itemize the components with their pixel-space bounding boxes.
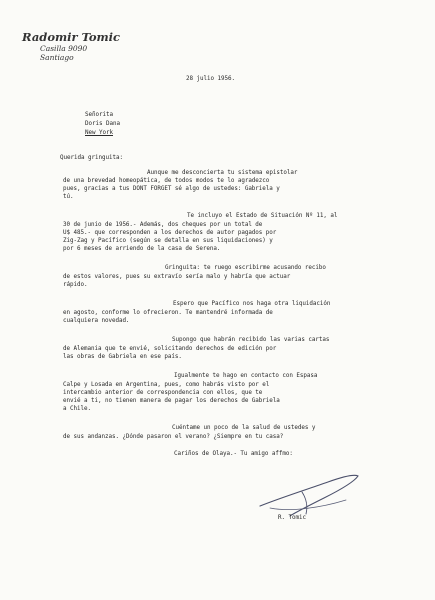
body-line: de estos valores, pues su extravío sería malo y habría que actuar	[63, 274, 291, 280]
body-line: Supongo que habrán recibido las varias cartas	[172, 337, 330, 343]
body-line: de una brevedad homeopática, de todos modos te lo agradezco	[63, 178, 270, 184]
recipient-name: Doris Dana	[85, 121, 120, 127]
body-line: 30 de junio de 1956.- Además, dos cheques por un total de	[63, 222, 263, 228]
body-line: tú.	[63, 194, 74, 200]
body-line: Te incluyo el Estado de Situación Nº 11, al	[187, 213, 338, 219]
recipient-city: New York	[85, 130, 113, 136]
letterhead	[22, 30, 120, 62]
body-line: U$ 485.- que corresponden a los derechos de autor pagados por	[63, 230, 277, 236]
body-line: cualquiera novedad.	[63, 318, 130, 324]
letter-date: 28 julio 1956.	[186, 76, 235, 82]
typed-signature-name: R. Tomic	[278, 515, 306, 521]
body-line: Cuéntame un poco de la salud de ustedes y	[172, 425, 316, 431]
body-line: de sus andanzas. ¿Dónde pasaron el verano? ¿Siempre en tu casa?	[63, 434, 284, 440]
body-line: envié a ti, no tienen manera de pagar los derechos de Gabriela	[63, 398, 280, 404]
body-line: en agosto, conforme lo ofrecieron. Te mantendré informada de	[63, 310, 273, 316]
body-line: Igualmente te hago en contacto con Espasa	[174, 373, 318, 379]
letterhead-name: Radomir Tomic	[22, 30, 121, 44]
body-line: intercambio anterior de correspondencia con ellos, que te	[63, 390, 263, 396]
body-line: de Alemania que te envié, solicitando derechos de edición por	[63, 346, 277, 352]
body-line: a Chile.	[63, 406, 91, 412]
body-line: pues, gracias a tus DONT FORGET sé algo de ustedes: Gabriela y	[63, 186, 280, 192]
body-line: rápido.	[63, 282, 88, 288]
body-line: Calpe y Losada en Argentina, pues, como habrás visto por el	[63, 382, 270, 388]
body-line: Aunque me desconcierta tu sistema epistolar	[147, 170, 298, 176]
closing-line: Cariños de Olaya.- Tu amigo affmo:	[174, 451, 293, 457]
body-line: Espero que Pacífico nos haga otra liquidación	[173, 301, 331, 307]
body-line: por 6 meses de arriendo de la casa de Serena.	[63, 246, 221, 252]
body-line: Gringuita: te ruego escribirme acusando recibo	[165, 265, 326, 271]
body-line: las obras de Gabriela en ese país.	[63, 354, 182, 360]
recipient-salutation: Señorita	[85, 112, 113, 118]
letterhead-city: Santiago	[40, 53, 74, 62]
letterhead-street: Casilla 9090	[40, 44, 88, 53]
greeting: Querida gringuita:	[60, 155, 123, 161]
handwritten-signature	[250, 468, 370, 528]
body-line: Zig-Zag y Pacífico (según se detalla en sus liquidaciones) y	[63, 238, 273, 244]
